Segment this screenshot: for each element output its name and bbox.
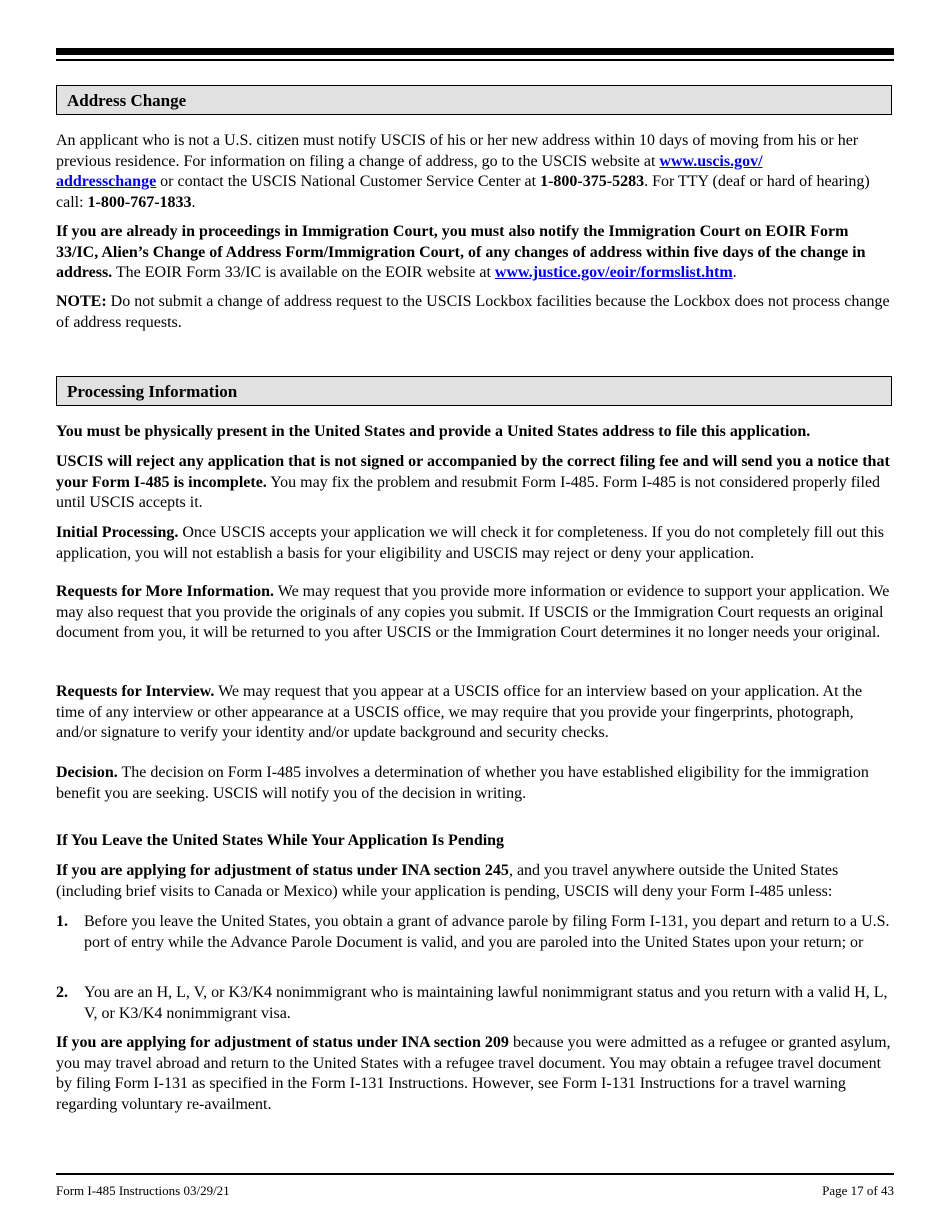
address-change-paragraph-2 bbox=[56, 222, 894, 284]
phone-number-tty: 1-800-767-1833 bbox=[87, 193, 192, 211]
requests-interview-paragraph bbox=[56, 682, 894, 744]
text: The EOIR Form 33/IC is available on the EOIR website at bbox=[112, 264, 495, 281]
bold-text: USCIS will reject any application that is not signed or accompanied by the correct filing fee and will send you a notice that your Form I-485 is incomplete. bbox=[56, 453, 890, 491]
list-item: You are an H, L, V, or K3/K4 nonimmigrant who is maintaining lawful nonimmigrant status and you return with a valid H, L, V, or K3/K4 nonimmigrant visa. bbox=[84, 984, 888, 1022]
phone-number-ncsc: 1-800-375-5283 bbox=[540, 173, 645, 190]
text: because you were admitted as a refugee or granted asylum, you may travel abroad and return to the United States with a refugee travel document. You may obtain a refugee travel document by filing Form I-131 as specified in the Form I-131 Instructions. However, see Form I-131 Instructions for a travel warning regarding voluntary re-availment. bbox=[56, 1034, 891, 1113]
ina-209-paragraph bbox=[56, 1033, 894, 1115]
list-item: Before you leave the United States, you obtain a grant of advance parole by filing Form I-131, you depart and return to a U.S. port of entry while the Advance Parole Document is valid, and you are paroled into the United States upon your return; or bbox=[84, 913, 890, 951]
requests-more-info-paragraph bbox=[56, 582, 894, 644]
text: . For TTY (deaf or hard of hearing) call: bbox=[56, 173, 870, 211]
text: An applicant who is not a U.S. citizen must notify USCIS of his or her new address within 10 days of moving from his or her previous residence. For information on filing a change of address, go to the USCIS website at bbox=[56, 132, 859, 170]
bold-text: Requests for More Information. bbox=[56, 583, 275, 600]
bold-text: If you are already in proceedings in Immigration Court, you must also notify the Immigration Court on EOIR Form 33/IC, Alien’s Change of Address Form/Immigration Court, of any changes of address within five days of the change in address. bbox=[56, 223, 866, 281]
top-rule-thick bbox=[56, 48, 894, 55]
bold-text: Initial Processing. bbox=[56, 524, 179, 541]
list-number: 2. bbox=[56, 984, 68, 1001]
section-header-address-change bbox=[56, 85, 892, 115]
text: We may request that you appear at a USCIS office for an interview based on your application. At the time of any interview or other appearance at a USCIS office, we may require that you provide your fingerprints, photograph, and/or signature to verify your identity and/or update background and security checks. bbox=[56, 683, 863, 741]
footer-form-id: Form I-485 Instructions 03/29/21 bbox=[56, 1183, 230, 1198]
subheading-leave-us: If You Leave the United States While Your Application Is Pending bbox=[56, 832, 505, 849]
processing-paragraph-1: You must be physically present in the United States and provide a United States address to file this application. bbox=[56, 423, 811, 440]
bold-text: Decision. bbox=[56, 764, 118, 781]
section-title: Processing Information bbox=[67, 382, 238, 401]
text: . bbox=[732, 264, 737, 281]
text: You may fix the problem and resubmit Form I-485. Form I-485 is not considered properly filed until USCIS accepts it. bbox=[56, 473, 881, 511]
bold-text: If you are applying for adjustment of status under INA section 209 bbox=[56, 1034, 509, 1051]
address-change-paragraph-1 bbox=[56, 131, 894, 213]
text: Once USCIS accepts your application we will check it for completeness. If you do not completely fill out this application, you will not establish a basis for your eligibility and USCIS may reject or deny your application. bbox=[56, 524, 884, 562]
list-number: 1. bbox=[56, 913, 68, 930]
decision-paragraph bbox=[56, 763, 894, 804]
footer-page-number: Page 17 of 43 bbox=[822, 1183, 894, 1198]
text: The decision on Form I-485 involves a determination of whether you have established eligibility for the immigration benefit you are seeking. USCIS will notify you of the decision in writing. bbox=[56, 764, 869, 802]
note-label: NOTE: bbox=[56, 293, 107, 310]
text: Do not submit a change of address request to the USCIS Lockbox facilities because the Lockbox does not process change of address requests. bbox=[56, 293, 890, 331]
eoir-formslist-link[interactable]: www.justice.gov/eoir/formslist.htm bbox=[494, 264, 733, 281]
top-rule-thin bbox=[56, 59, 894, 61]
text: . bbox=[191, 193, 196, 211]
section-header-processing-information bbox=[56, 376, 892, 406]
bold-text: Requests for Interview. bbox=[56, 683, 215, 700]
text: We may request that you provide more information or evidence to support your application. We may also request that you provide the originals of any copies you submit. If USCIS or the Immigration Court requests an original document from you, it will be returned to you after USCIS or the Immigration Court determines it no longer needs your original. bbox=[56, 583, 890, 641]
bold-text: If you are applying for adjustment of status under INA section 245 bbox=[56, 862, 509, 879]
uscis-address-change-link[interactable]: www.uscis.gov/ addresschange bbox=[56, 152, 763, 190]
address-change-note bbox=[56, 292, 894, 333]
text: , and you travel anywhere outside the United States (including brief visits to Canada or Mexico) while your application is pending, USCIS will deny your Form I-485 unless: bbox=[56, 862, 839, 900]
footer-rule bbox=[56, 1173, 894, 1175]
initial-processing-paragraph bbox=[56, 523, 894, 564]
processing-paragraph-2 bbox=[56, 452, 894, 514]
section-title: Address Change bbox=[67, 91, 187, 110]
text: or contact the USCIS National Customer Service Center at bbox=[156, 173, 541, 190]
ina-245-paragraph bbox=[56, 861, 894, 902]
